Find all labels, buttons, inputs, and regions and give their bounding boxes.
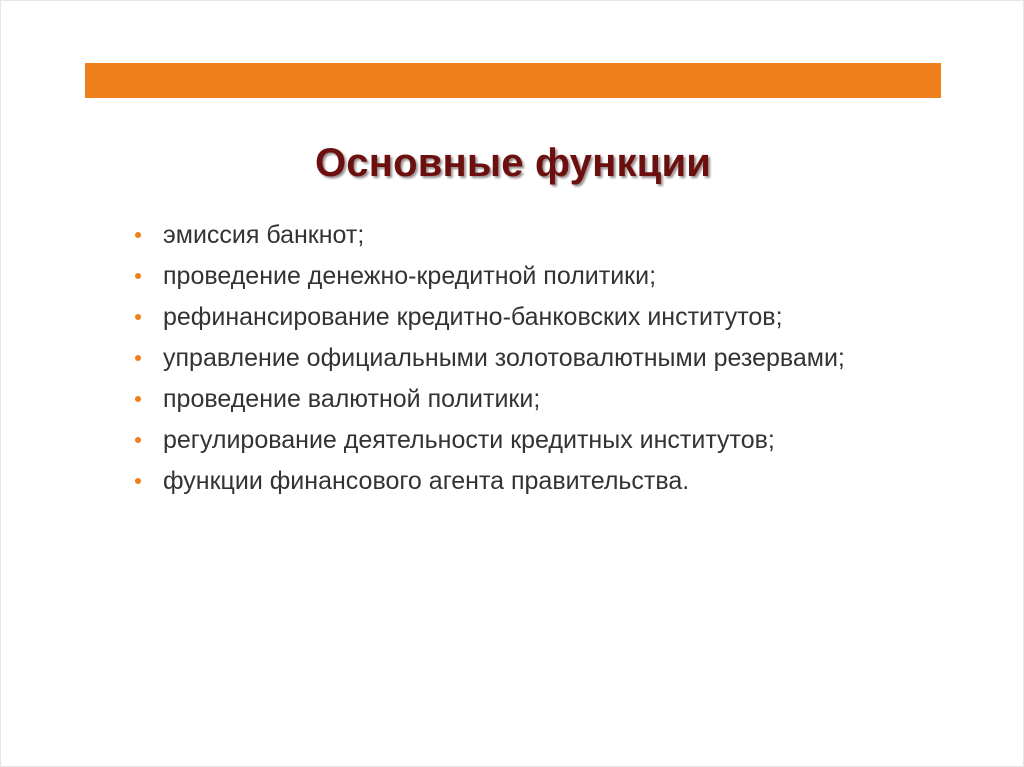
bullet-dot-icon [135, 314, 141, 320]
bullet-dot-icon [135, 273, 141, 279]
bullet-dot-icon [135, 396, 141, 402]
bullet-dot-icon [135, 478, 141, 484]
bullet-dot-icon [135, 232, 141, 238]
bullet-text: рефинансирование кредитно-банковских институтов; [163, 303, 783, 331]
bullet-item [133, 424, 913, 456]
bullet-text: управление официальными золотовалютными резервами; [163, 344, 845, 372]
bullet-text: проведение валютной политики; [163, 385, 541, 413]
bullet-list [133, 219, 913, 506]
bullet-item [133, 383, 913, 415]
bullet-text: функции финансового агента правительства. [163, 467, 690, 495]
bullet-text: эмиссия банкнот; [163, 221, 365, 249]
bullet-text: регулирование деятельности кредитных институтов; [163, 426, 775, 454]
bullet-item [133, 465, 913, 497]
bullet-item [133, 301, 913, 333]
bullet-text: проведение денежно-кредитной политики; [163, 262, 657, 290]
slide-title: Основные функции [314, 141, 712, 185]
bullet-dot-icon [135, 355, 141, 361]
header-accent-bar [85, 63, 941, 98]
bullet-item [133, 219, 913, 251]
bullet-item [133, 260, 913, 292]
bullet-item [133, 342, 913, 374]
bullet-dot-icon [135, 437, 141, 443]
